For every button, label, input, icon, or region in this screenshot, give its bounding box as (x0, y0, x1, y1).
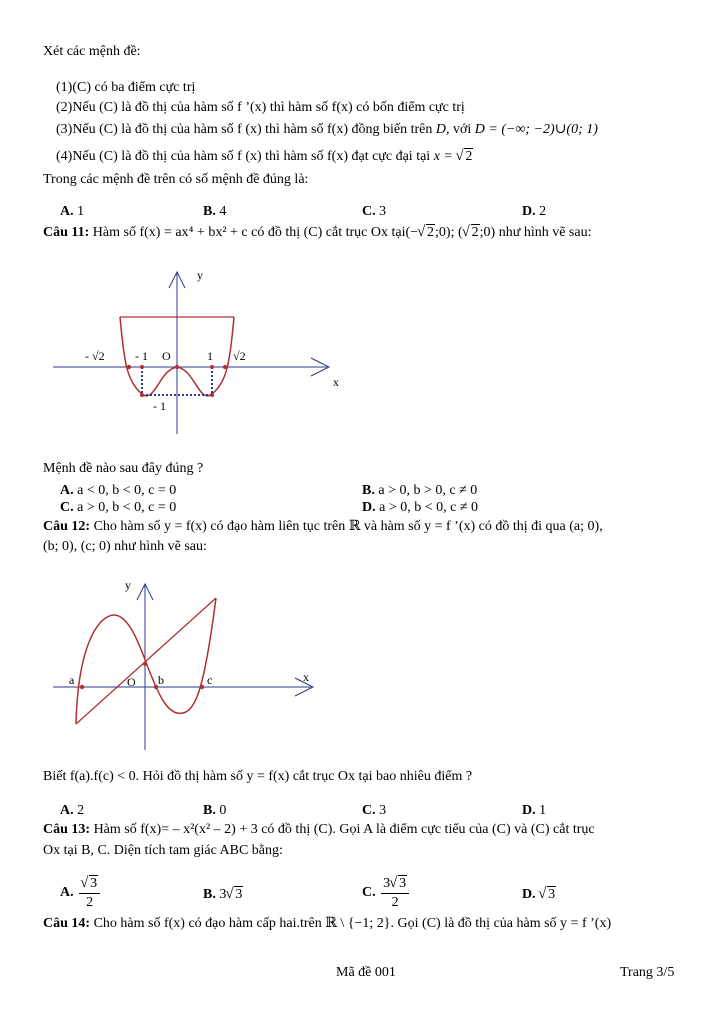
statement-3-domain-symbol: D (435, 122, 446, 137)
statement-3-with: , với (445, 122, 472, 137)
q13-option-d: D. √ 3 (522, 886, 556, 904)
q11-graph-origin: O (162, 349, 171, 363)
statement-3-set: D = (−∞; −2)∪(0; 1) (474, 122, 598, 137)
q11-graph (45, 262, 345, 442)
q11-graph-sqrt2: √2 (233, 349, 246, 363)
statement-4-text: (4)Nếu (C) là đồ thị của hàm số f (x) thì hàm số f(x) đạt cực đại tại (56, 149, 431, 164)
q11-stem: Câu 11: Hàm số f(x) = ax⁴ + bx² + c có đồ thị (C) cắt trục Ox tại(−√ 2;0); (√ 2;0) như hình vẽ sau: (43, 224, 591, 242)
q14-label: Câu 14: (43, 916, 91, 931)
q11-label: Câu 11: (43, 225, 90, 240)
intro-question: Trong các mệnh đề trên có số mệnh đề đúng là: (43, 172, 309, 187)
q10-option-b: B. 4 (203, 204, 227, 219)
q11-option-b: B. a > 0, b > 0, c ≠ 0 (362, 483, 478, 498)
q12-option-b: B. 0 (203, 803, 227, 818)
statement-3-text: (3)Nếu (C) là đồ thị của hàm số f (x) thì hàm số f(x) đồng biến trên (56, 122, 433, 137)
statement-4-x: x = (433, 149, 453, 164)
statement-4-sqrt: √ 2 (456, 148, 473, 166)
q12-graph (45, 572, 325, 752)
q11-graph-one: 1 (207, 349, 213, 363)
q11-text: Hàm số f(x) = ax⁴ + bx² + c có đồ thị (C) cắt trục Ox tại (92, 225, 406, 240)
q12-graph-y-label: y (125, 578, 131, 592)
footer-exam-code: Mã đề 001 (336, 965, 396, 980)
q12-graph-x-label: x (303, 670, 309, 684)
statement-4 (56, 148, 473, 166)
q12-graph-c: c (207, 673, 213, 687)
q13-label: Câu 13: (43, 822, 91, 837)
q14-stem: Câu 14: Cho hàm số f(x) có đạo hàm cấp hai.trên ℝ \ {−1; 2}. Gọi (C) là đồ thị của hàm số y = f ’(x) (43, 916, 612, 931)
q10-option-c: C. 3 (362, 204, 387, 219)
q12-question: Biết f(a).f(c) < 0. Hỏi đồ thị hàm số y = f(x) cắt trục Ox tại bao nhiêu điểm ? (43, 769, 473, 784)
q12-stem-line2: (b; 0), (c; 0) như hình vẽ sau: (43, 539, 207, 554)
q11-graph-neg1: - 1 (135, 349, 148, 363)
q11-graph-x-label: x (333, 375, 339, 389)
q11-option-a: A. a < 0, b < 0, c = 0 (60, 483, 177, 498)
statement-2: (2)Nếu (C) là đồ thị của hàm số f ’(x) thì hàm số f(x) có bốn điểm cực trị (56, 100, 465, 115)
q12-option-d: D. 1 (522, 803, 547, 818)
q11-option-d: D. a > 0, b < 0, c ≠ 0 (362, 500, 479, 515)
q11-graph-neg-sqrt2: - √2 (85, 349, 105, 363)
intro-lead: Xét các mệnh đề: (43, 44, 141, 59)
q12-graph-b: b (158, 673, 164, 687)
q13-option-a: A. √ $\frac{3}{2}$ (60, 875, 102, 911)
q12-graph-a: a (69, 673, 75, 687)
q14-domain: ℝ \ {−1; 2} (325, 916, 391, 931)
q12-label: Câu 12: (43, 519, 91, 534)
q13-stem-line2: Ox tại B, C. Diện tích tam giác ABC bằng: (43, 843, 283, 858)
q11-graph-y-label: y (197, 268, 203, 282)
q12-graph-origin: O (127, 675, 136, 689)
footer-page-number: Trang 3/5 (620, 965, 675, 980)
statement-1: (1)(C) có ba điểm cực trị (56, 80, 196, 95)
q13-option-b: B. 3√ 3 (203, 886, 243, 904)
q10-option-a: A. 1 (60, 204, 85, 219)
q12-stem-line1: Câu 12: Cho hàm số y = f(x) có đạo hàm liên tục trên ℝ và hàm số y = f ’(x) có đồ thị đi qua (a; 0), (43, 519, 603, 534)
q12-option-a: A. 2 (60, 803, 85, 818)
q13-stem-line1: Câu 13: Hàm số f(x)= – x²(x² – 2) + 3 có đồ thị (C). Gọi A là điểm cực tiểu của (C) và (C) cắt trục (43, 822, 595, 837)
q13-option-c: C. $\frac{3√ 3}{2}$ (362, 875, 411, 911)
q11-question: Mệnh đề nào sau đây đúng ? (43, 461, 204, 476)
q11-graph-y-neg1: - 1 (153, 399, 166, 413)
q11-option-c: C. a > 0, b < 0, c = 0 (60, 500, 177, 515)
q12-option-c: C. 3 (362, 803, 387, 818)
statement-3 (56, 121, 598, 139)
q10-option-d: D. 2 (522, 204, 547, 219)
